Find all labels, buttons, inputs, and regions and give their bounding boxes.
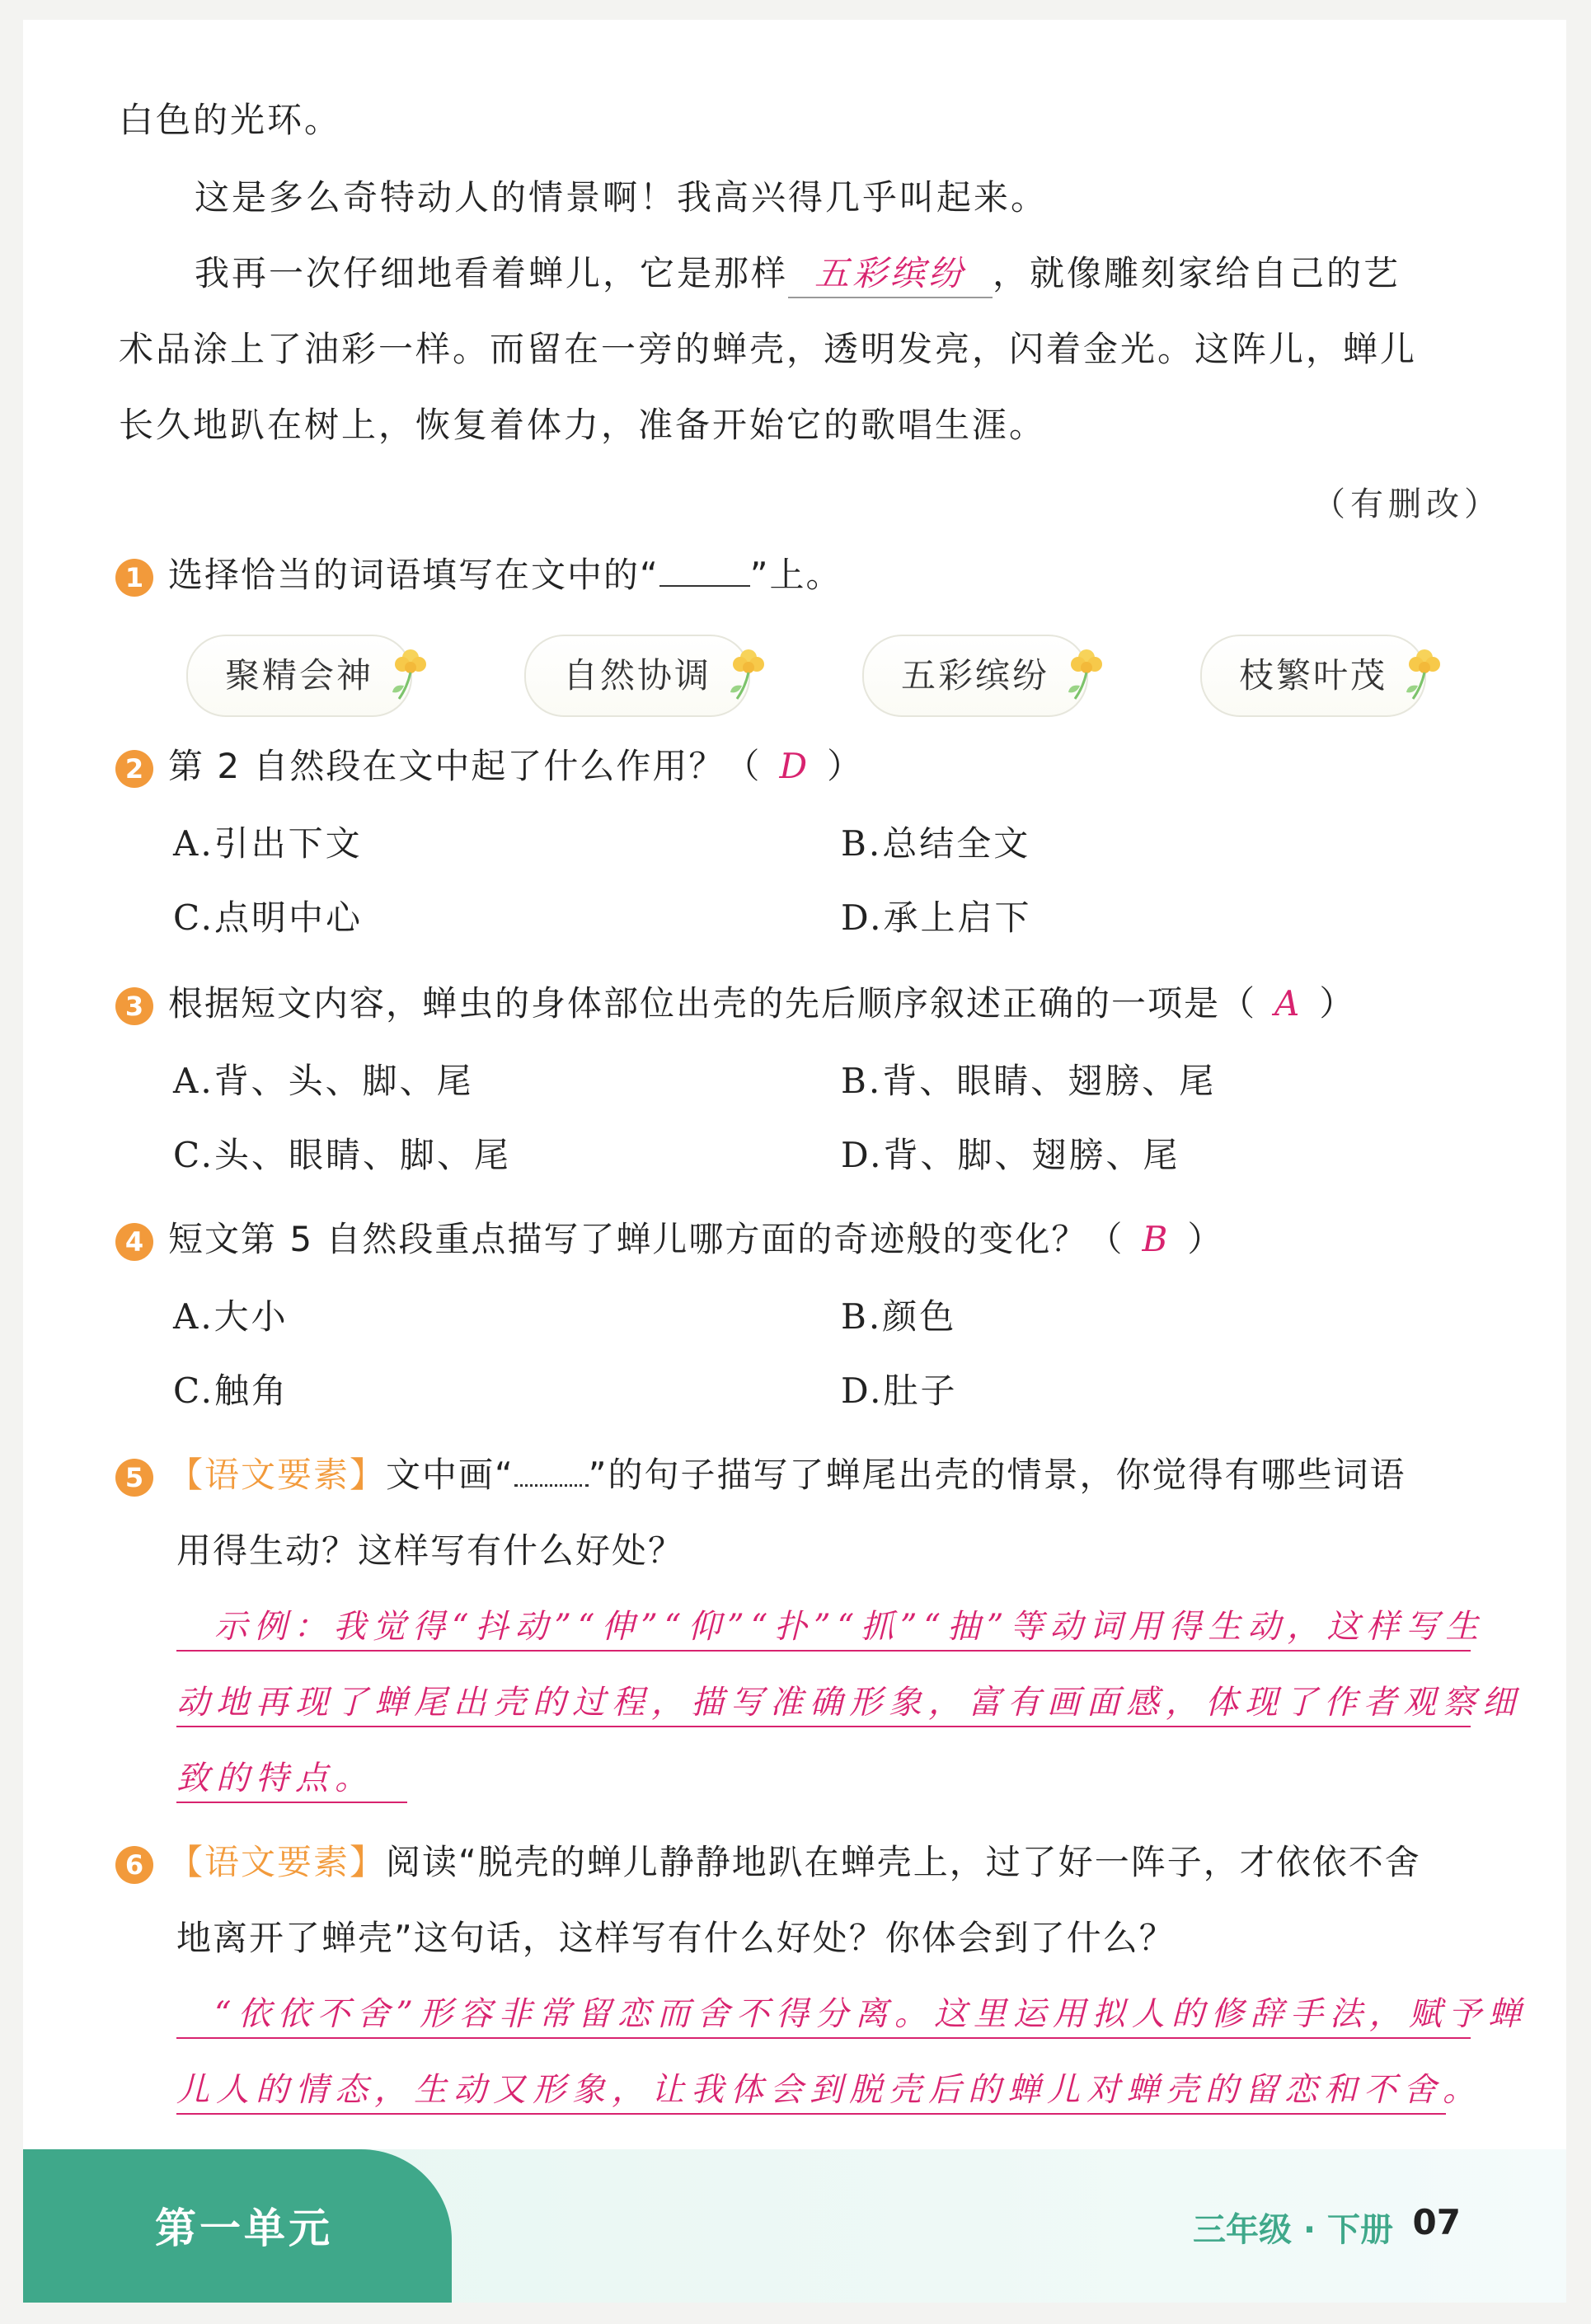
q5-answer-line-1: 示例：我觉得“抖动”“伸”“仰”“扑”“抓”“抽”等动词用得生动，这样写生 [176,1604,1471,1652]
word-chip-1-label: 聚精会神 [224,655,373,696]
passage-line-5: 长久地趴在树上，恢复着体力，准备开始它的歌唱生涯。 [119,405,1047,445]
question-4-answer: B [1142,1219,1170,1259]
word-chip-2 [524,635,750,717]
q6-answer-line-2: 儿人的情态，生动又形象，让我体会到脱壳后的蝉儿对蝉壳的留恋和不舍。 [176,2067,1446,2115]
unit-tab [23,2149,452,2303]
word-chip-4-label: 枝繁叶茂 [1238,655,1387,696]
question-5-line-2: 用得生动？这样写有什么好处？ [176,1530,685,1571]
flower-icon [1400,640,1449,705]
question-3-text-b: ） [1319,983,1356,1024]
question-number-2: 2 [115,750,153,788]
word-chip-2-label: 自然协调 [562,655,711,696]
grade-label: 三年级 · 下册 [1192,2211,1393,2249]
question-2 [115,743,863,790]
page-number: 07 [1412,2202,1461,2242]
page-footer [23,2149,1566,2303]
question-4-text-a: 短文第 5 自然段重点描写了蝉儿哪方面的奇迹般的变化？（ [168,1219,1124,1259]
question-6-text-a: 阅读“脱壳的蝉儿静静地趴在蝉壳上，过了好一阵子，才依依不舍 [386,1842,1421,1882]
q3-option-d: D.背、脚、翅膀、尾 [841,1135,1180,1175]
question-1-text-a: 选择恰当的词语填写在文中的“ [168,555,659,595]
question-5-wavy-blank [514,1453,589,1487]
q5-answer-line-3: 致的特点。 [176,1755,407,1803]
question-5-text-a: 文中画“ [386,1455,514,1495]
q3-option-c: C.头、眼睛、脚、尾 [173,1135,511,1175]
q3-option-a: A.背、头、脚、尾 [173,1061,474,1101]
q4-option-b: B.颜色 [841,1296,957,1337]
q6-answer-line-1: “依依不舍”形容非常留恋而舍不得分离。这里运用拟人的修辞手法，赋予蝉 [176,1991,1471,2039]
question-4-text-b: ） [1187,1219,1224,1259]
q4-option-d: D.肚子 [841,1371,958,1411]
q2-option-d: D.承上启下 [841,897,1032,938]
source-note: （有删改） [1312,485,1502,523]
passage-line-3-a: 我再一次仔细地看着蝉儿，它是那样 [195,253,789,293]
passage-line-2: 这是多么奇特动人的情景啊！我高兴得几乎叫起来。 [195,177,1049,218]
question-number-3: 3 [115,987,153,1025]
question-6-line-2: 地离开了蝉壳”这句话，这样写有什么好处？你体会到了什么？ [176,1918,1176,1958]
word-chip-3 [862,635,1088,717]
word-chip-3-label: 五彩缤纷 [900,655,1049,696]
question-2-answer: D [779,746,810,786]
question-2-text-b: ） [827,746,864,786]
word-chip-1 [186,635,412,717]
question-1-blank [659,554,750,587]
question-5-tag: 【语文要素】 [168,1455,387,1495]
q3-option-b: B.背、眼睛、翅膀、尾 [841,1061,1217,1101]
passage-fill-answer: 五彩缤纷 [788,251,993,298]
q4-option-c: C.触角 [173,1371,289,1411]
question-5-text-b: ”的句子描写了蝉尾出壳的情景，你觉得有哪些词语 [588,1455,1406,1495]
question-1 [115,552,842,598]
passage-line-1: 白色的光环。 [119,100,342,140]
question-number-4: 4 [115,1223,153,1261]
question-2-text-a: 第 2 自然段在文中起了什么作用？（ [168,746,762,786]
question-6-tag: 【语文要素】 [168,1842,387,1882]
flower-icon [724,640,773,705]
question-3-text-a: 根据短文内容，蝉虫的身体部位出壳的先后顺序叙述正确的一项是（ [168,983,1257,1024]
q5-answer-line-2: 动地再现了蝉尾出壳的过程，描写准确形象，富有画面感，体现了作者观察细 [176,1680,1471,1727]
q4-option-a: A.大小 [173,1296,289,1337]
question-number-6: 6 [115,1846,153,1884]
question-3-answer: A [1274,983,1302,1024]
question-number-1: 1 [115,559,153,597]
question-6 [115,1839,1421,1886]
question-1-text-b: ”上。 [749,555,842,595]
word-chip-4 [1200,635,1426,717]
question-5 [115,1452,1406,1498]
question-4 [115,1216,1223,1263]
flower-icon [1062,640,1111,705]
flower-icon [386,640,435,705]
q2-option-b: B.总结全文 [841,823,1031,864]
passage-line-3 [195,251,1401,298]
question-number-5: 5 [115,1459,153,1497]
q2-option-a: A.引出下文 [173,823,363,864]
question-3 [115,981,1355,1027]
unit-title: 第一单元 [155,2205,333,2252]
passage-line-4: 术品涂上了油彩一样。而留在一旁的蝉壳，透明发亮，闪着金光。这阵儿，蝉儿 [119,329,1418,369]
passage-line-3-b: ，就像雕刻家给自己的艺 [993,253,1401,293]
q2-option-c: C.点明中心 [173,897,363,938]
